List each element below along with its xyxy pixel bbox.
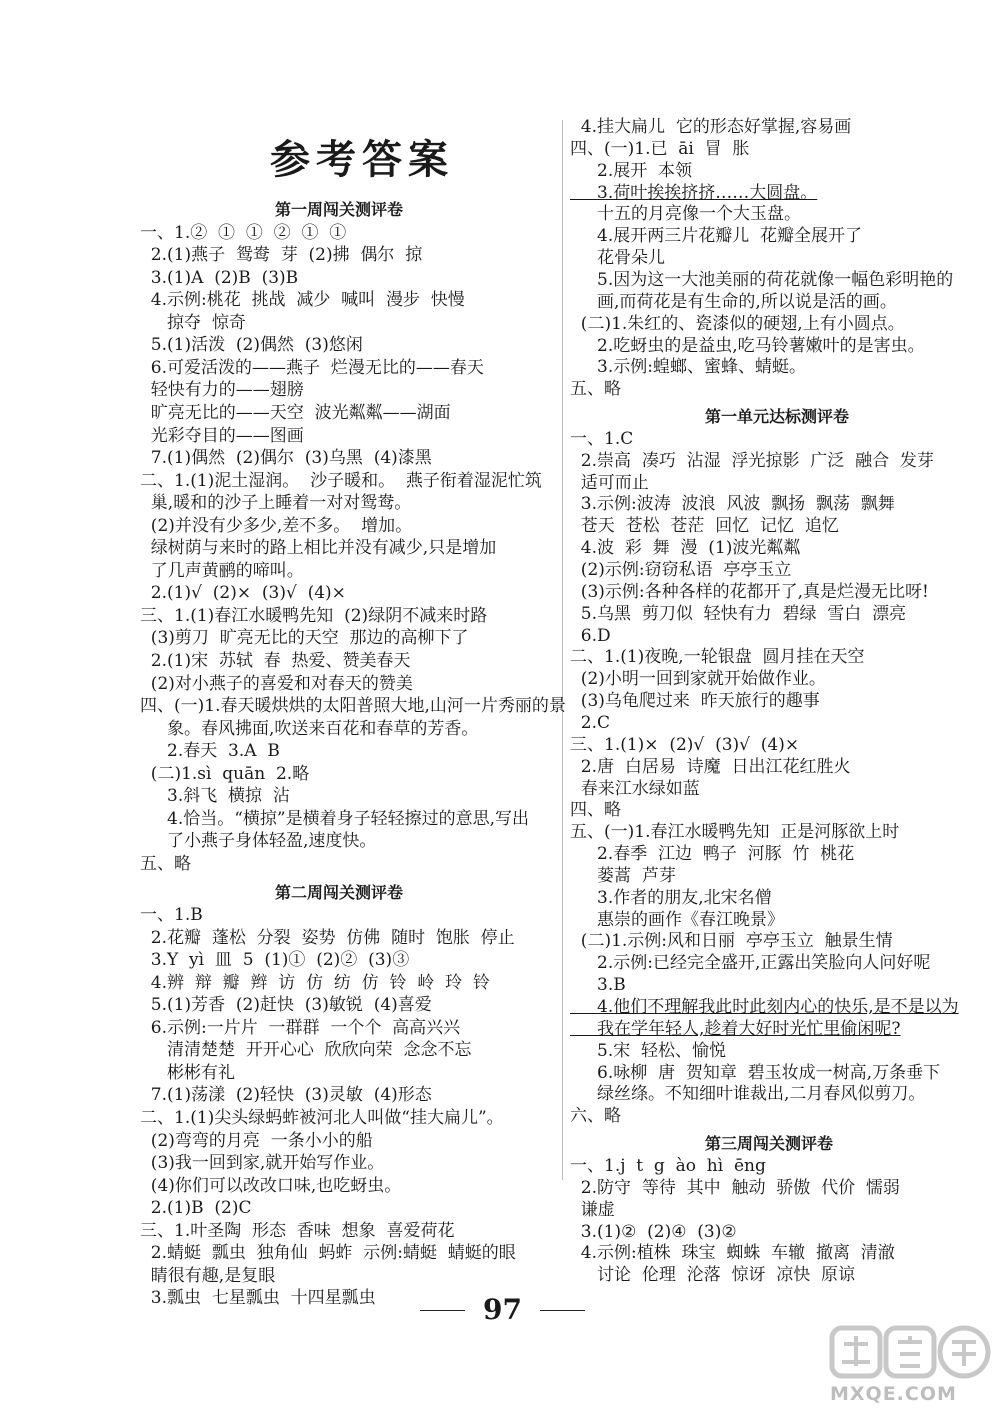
answer-line: 2.花瓣 蓬松 分裂 姿势 仿佛 随时 饱胀 停止	[140, 927, 515, 948]
answer-line: 2.(1)B (2)C	[140, 1198, 252, 1219]
answer-line: 2.示例:已经完全盛开,正露出笑脸向人问好呢	[570, 953, 931, 974]
answer-line: 2.展开 本领	[570, 160, 693, 181]
answer-line: 7.(1)偶然 (2)偶尔 (3)乌黑 (4)漆黑	[140, 448, 432, 469]
answer-line: 谦虚	[570, 1199, 615, 1220]
answer-line: 五、略	[140, 853, 191, 874]
answer-line: 2.(1)燕子 鸳鸯 芽 (2)拂 偶尔 掠	[140, 245, 423, 266]
answer-line: 一、1.j t g ào hì ēng	[570, 1155, 766, 1176]
answer-line: 3.荷叶挨挨挤挤……大圆盘。	[570, 182, 818, 203]
answer-line: 春来江水绿如蓝	[570, 778, 700, 799]
answer-line: (3)我一回到家,就开始写作业。	[140, 1153, 385, 1174]
answer-line: 2.春季 江边 鸭子 河豚 竹 桃花	[570, 844, 855, 865]
answer-line: 4.示例:桃花 挑战 减少 喊叫 漫步 快慢	[140, 290, 465, 311]
section-heading: 第一周闯关测评卷	[275, 200, 404, 219]
answer-line: 一、1.② ① ① ② ① ①	[140, 222, 347, 243]
answer-line: 3.(1)② (2)④ (3)②	[570, 1221, 737, 1242]
answer-line: 绿丝绦。不知细叶谁裁出,二月春风似剪刀。	[570, 1084, 926, 1105]
answer-line: 四、(一)1.春天暖烘烘的太阳普照大地,山河一片秀丽的景	[140, 696, 566, 717]
footer-rule-left	[420, 1310, 465, 1311]
page-title: 参考答案	[270, 136, 454, 183]
answer-line: 2.(1)宋 苏轼 春 热爱、赞美春天	[140, 651, 411, 671]
footer-rule-right	[540, 1310, 585, 1311]
answer-line: 蒌蒿 芦芽	[570, 865, 676, 886]
answer-line: 讨论 伦理 沦落 惊讶 凉快 原谅	[570, 1265, 856, 1286]
answer-line: (二)1.示例:风和日丽 亭亭玉立 触景生情	[570, 931, 893, 952]
answer-line: 五、略	[570, 379, 621, 400]
answer-line: 巢,暖和的沙子上睡着一对对鸳鸯。	[140, 493, 412, 514]
answer-line: 6.咏柳 唐 贺知章 碧玉妆成一树高,万条垂下	[570, 1062, 941, 1083]
answer-line: 5.(1)活泼 (2)偶然 (3)悠闲	[140, 335, 363, 356]
column-divider	[562, 120, 563, 1180]
answer-line: 一、1.C	[570, 428, 634, 449]
answer-line: 光彩夺目的——图画	[140, 425, 304, 446]
answer-line: 6.示例:一片片 一群群 一个个 高高兴兴	[140, 1017, 461, 1038]
answer-line: 一、1.B	[140, 905, 203, 926]
answer-line: 绿树荫与来时的路上相比并没有减少,只是增加	[140, 538, 497, 559]
answer-line: 3.示例:蝗螂、蜜蜂、蜻蜓。	[570, 357, 806, 378]
answer-line: 花骨朵儿	[570, 248, 666, 269]
answer-line: 3.B	[570, 975, 626, 996]
answer-line: 三、1.(1)× (2)√ (3)√ (4)×	[570, 734, 800, 755]
answer-line: 二、1.(1)夜晚,一轮银盘 圆月挂在天空	[570, 647, 865, 668]
answer-line: 清清楚楚 开开心心 欣欣向荣 念念不忘	[140, 1040, 472, 1061]
answer-line: 十五的月亮像一个大玉盘。	[570, 204, 802, 225]
answer-line: 4.辨 辩 瓣 辫 访 仿 纺 仿 铃 岭 玲 铃	[140, 972, 490, 993]
section-heading: 第三周闯关测评卷	[705, 1134, 834, 1154]
answer-line: 彬彬有礼	[140, 1062, 236, 1083]
answer-line: (2)并没有少多少,差不多。 增加。	[140, 515, 413, 536]
answer-line: 二、1.(1)泥土湿润。 沙子暖和。 燕子衔着湿泥忙筑	[140, 470, 542, 491]
answer-line: 轻快有力的——翅膀	[140, 380, 304, 401]
section-heading: 第二周闯关测评卷	[275, 882, 404, 902]
answer-line: (二)1.朱红的、瓷漆似的硬翅,上有小圆点。	[570, 313, 905, 334]
answer-line: 2.崇高 凑巧 沾湿 浮光掠影 广泛 融合 发芽	[570, 450, 934, 471]
answer-line: 4.波 彩 舞 漫 (1)波光粼粼	[570, 538, 801, 559]
answer-line: 四、(一)1.已 āi 冒 胀	[570, 138, 750, 159]
answer-line: 画,而荷花是有生命的,所以说是活的画。	[570, 291, 897, 312]
answer-line: 4.展开两三片花瓣儿 花瓣全展开了	[570, 226, 863, 247]
answer-line: 5.乌黑 剪刀似 轻快有力 碧绿 雪白 漂亮	[570, 603, 907, 624]
answer-line: 4.恰当。“横掠”是横着身子轻轻擦过的意思,写出	[140, 808, 530, 829]
answer-line: 7.(1)荡漾 (2)轻快 (3)灵敏 (4)形态	[140, 1085, 432, 1106]
answer-line: 2.(1)√ (2)× (3)√ (4)×	[140, 583, 346, 604]
answer-line: 5.因为这一大池美丽的荷花就像一幅色彩明艳的	[570, 269, 954, 290]
answer-line: (3)示例:各种各样的花都开了,真是烂漫无比呀!	[570, 581, 929, 602]
answer-line: (2)对小燕子的喜爱和对春天的赞美	[140, 673, 413, 694]
answer-line: 四、略	[570, 800, 621, 821]
answer-line: 4.挂大扁儿 它的形态好掌握,容易画	[570, 117, 852, 137]
answer-line: 了几声黄鹂的啼叫。	[140, 560, 304, 581]
answer-line: 三、1.叶圣陶 形态 香味 想象 喜爱荷花	[140, 1220, 455, 1241]
answer-line: 二、1.(1)尖头绿蚂蚱被河北人叫做“挂大扁儿”。	[140, 1108, 504, 1128]
answer-line: 我在学年轻人,趁着大好时光忙里偷闲呢?	[570, 1018, 901, 1039]
page-number: 97	[483, 1293, 522, 1326]
answer-line: 象。春风拂面,吹送来百花和春草的芳香。	[140, 718, 479, 739]
answer-line: 了小燕子身体轻盈,速度快。	[140, 831, 377, 852]
answer-line: 6.可爱活泼的——燕子 烂漫无比的——春天	[140, 357, 484, 378]
answer-line: 3.瓢虫 七星瓢虫 十四星瓢虫	[140, 1288, 376, 1309]
answer-line: 5.(1)芳香 (2)赶快 (3)敏锐 (4)喜爱	[140, 995, 432, 1016]
answer-line: 六、略	[570, 1106, 621, 1127]
answer-line: 2.防守 等待 其中 触动 骄傲 代价 懦弱	[570, 1177, 900, 1198]
answer-line: 2.吃蚜虫的是益虫,吃马铃薯嫩叶的是害虫。	[570, 335, 925, 356]
answer-line: 3.斜飞 横掠 沾	[140, 786, 290, 807]
answer-line: 五、(一)1.春江水暖鸭先知 正是河豚欲上时	[570, 822, 900, 843]
answer-line: (3)剪刀 旷亮无比的天空 那边的高柳下了	[140, 628, 469, 649]
answer-line: 3.示例:波涛 波浪 风波 飘扬 飘荡 飘舞	[570, 494, 895, 515]
answer-line: 2.C	[570, 712, 611, 733]
answer-line: (3)乌龟爬过来 昨天旅行的趣事	[570, 691, 820, 712]
answer-line: (2)小明一回到家就开始做作业。	[570, 669, 826, 690]
answer-line: 6.D	[570, 625, 611, 646]
answer-line: 3.作者的朋友,北宋名僧	[570, 887, 772, 908]
answer-line: 苍天 苍松 苍茫 回忆 记忆 追忆	[570, 516, 839, 537]
answer-line: 5.宋 轻松、愉悦	[570, 1040, 727, 1061]
answer-line: 2.春天 3.A B	[140, 741, 280, 762]
answer-line: 三、1.(1)春江水暖鸭先知 (2)绿阴不减来时路	[140, 605, 488, 626]
answer-line: 2.唐 白居易 诗魔 日出江花红胜火	[570, 756, 851, 777]
answer-line: (2)弯弯的月亮 一条小小的船	[140, 1130, 373, 1151]
answer-line: (2)示例:窃窃私语 亭亭玉立	[570, 560, 792, 580]
answer-line: 惠崇的画作《春江晚景》	[570, 909, 785, 930]
answer-line: (4)你们可以改改口味,也吃蚜虫。	[140, 1175, 402, 1196]
answer-line: 睛很有趣,是复眼	[140, 1265, 276, 1286]
answer-line: 4.示例:植株 珠宝 蜘蛛 车辙 撤离 清澈	[570, 1243, 895, 1264]
section-heading: 第一单元达标测评卷	[705, 407, 850, 427]
answer-line: (二)1.sì quān 2.略	[140, 763, 310, 784]
answer-line: 2.蜻蜓 瓢虫 独角仙 蚂蚱 示例:蜻蜓 蜻蜓的眼	[140, 1243, 516, 1264]
answer-line: 3.(1)A (2)B (3)B	[140, 267, 299, 288]
answer-line: 掠夺 惊奇	[140, 312, 246, 333]
watermark-text: MXQE.COM	[830, 1383, 957, 1405]
answer-line: 旷亮无比的——天空 波光粼粼——湖面	[140, 402, 451, 423]
answer-line: 适可而止	[570, 472, 649, 493]
answer-line: 3.Y yì 皿 5 (1)① (2)② (3)③	[140, 950, 410, 971]
answer-line: 4.他们不理解我此时此刻内心的快乐,是不是以为	[570, 997, 959, 1017]
